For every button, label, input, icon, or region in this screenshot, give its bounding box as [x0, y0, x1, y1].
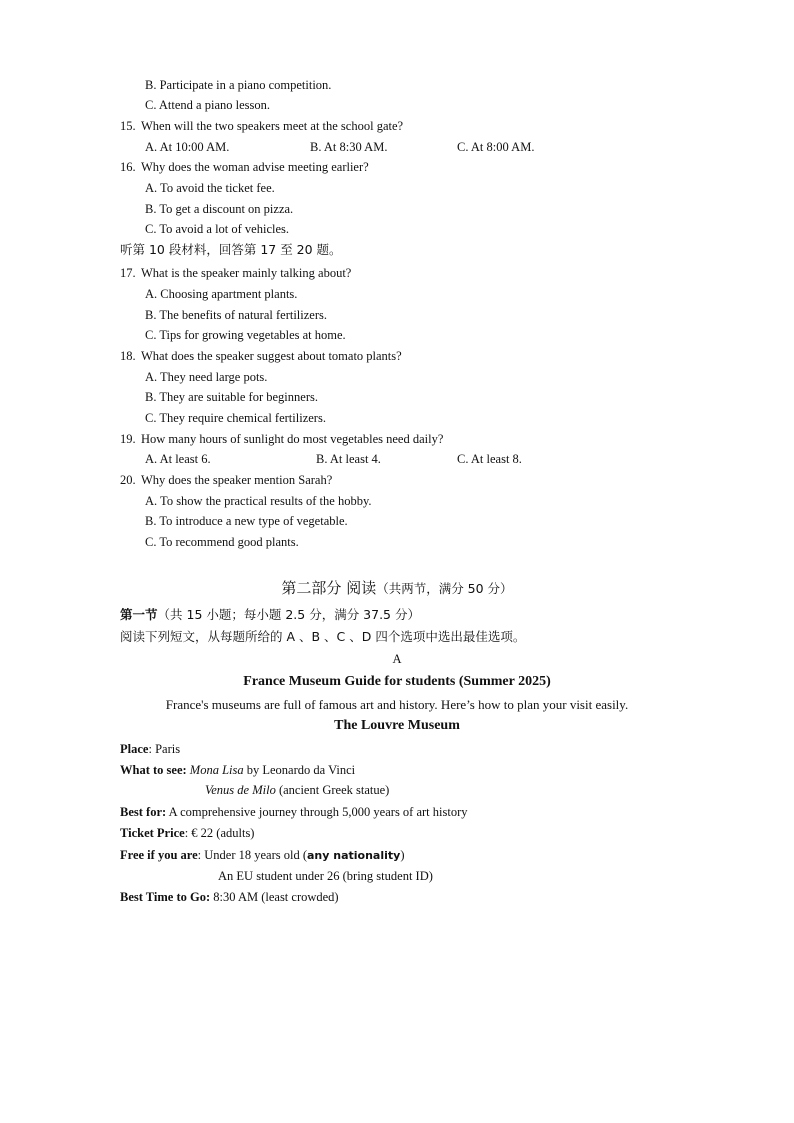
ticket-price-row [120, 825, 254, 841]
q15-option-a: A. At 10:00 AM. [145, 140, 230, 154]
q14-option-c: C. Attend a piano lesson. [145, 98, 270, 112]
q16-option-a: A. To avoid the ticket fee. [145, 181, 275, 195]
question-number: 17. [120, 266, 136, 280]
free-entry-label: Free if you are [120, 848, 198, 862]
place-row [120, 741, 180, 757]
reading-instruction: 阅读下列短文，从每题所给的 A 、B 、C 、D 四个选项中选出最佳选项。 [120, 629, 526, 644]
free-entry-row-2: An EU student under 26 (bring student ID) [218, 869, 433, 883]
place-value: : Paris [148, 742, 181, 756]
question-number: 16. [120, 160, 136, 174]
best-time-row [120, 889, 339, 905]
part-2-title: 第二部分 阅读 [281, 579, 377, 597]
part-2-heading [0, 578, 794, 599]
q17-option-b: B. The benefits of natural fertilizers. [145, 308, 327, 322]
ticket-price-value: : € 22 (adults) [184, 826, 255, 840]
question-number: 15. [120, 119, 136, 133]
question-text: What does the speaker suggest about tomato plants? [141, 349, 402, 363]
q17-option-a: A. Choosing apartment plants. [145, 287, 298, 301]
q18-option-b: B. They are suitable for beginners. [145, 390, 318, 404]
q15-option-c: C. At 8:00 AM. [457, 140, 535, 154]
section-10-instruction: 听第 10 段材料，回答第 17 至 20 题。 [120, 242, 342, 257]
best-time-value: 8:30 AM (least crowded) [210, 890, 339, 904]
question-number: 19. [120, 432, 136, 446]
section-1-label: 第一节 [120, 607, 158, 622]
section-1-heading [120, 607, 420, 623]
what-to-see-row-2 [205, 782, 389, 798]
q18-option-c: C. They require chemical fertilizers. [145, 411, 326, 425]
part-2-subtitle: （共两节，满分 50 分） [376, 581, 513, 596]
question-number: 18. [120, 349, 136, 363]
passage-letter: A [392, 652, 402, 666]
best-time-label: Best Time to Go: [120, 890, 211, 904]
question-text: Why does the speaker mention Sarah? [141, 473, 333, 487]
question-text: When will the two speakers meet at the school gate? [141, 119, 404, 133]
q19-option-a: A. At least 6. [145, 452, 211, 466]
free-entry-row [120, 847, 405, 864]
question-16 [120, 159, 369, 175]
q19-option-b: B. At least 4. [316, 452, 381, 466]
question-17 [120, 265, 351, 281]
free-entry-value: : Under 18 years old ( [197, 848, 307, 862]
artwork-detail: by Leonardo da Vinci [243, 763, 356, 777]
artwork-title: Venus de Milo [205, 783, 276, 797]
best-for-value: A comprehensive journey through 5,000 years of art history [166, 805, 468, 819]
q15-option-b: B. At 8:30 AM. [310, 140, 388, 154]
free-entry-close: ) [400, 848, 405, 862]
question-18 [120, 348, 402, 364]
q20-option-a: A. To show the practical results of the hobby. [145, 494, 372, 508]
section-1-info: （共 15 小题；每小题 2.5 分，满分 37.5 分） [157, 607, 420, 622]
question-number: 20. [120, 473, 136, 487]
q17-option-c: C. Tips for growing vegetables at home. [145, 328, 346, 342]
nationality-note: any nationality [307, 849, 401, 862]
guide-intro: France's museums are full of famous art and history. Here’s how to plan your visit easily. [165, 697, 629, 712]
ticket-price-label: Ticket Price [120, 826, 185, 840]
question-19 [120, 431, 443, 447]
best-for-row [120, 804, 468, 820]
q16-option-c: C. To avoid a lot of vehicles. [145, 222, 290, 236]
q16-option-b: B. To get a discount on pizza. [145, 202, 294, 216]
q18-option-a: A. They need large pots. [145, 370, 268, 384]
q20-option-b: B. To introduce a new type of vegetable. [145, 514, 348, 528]
best-for-label: Best for: [120, 805, 167, 819]
museum-name: The Louvre Museum [334, 718, 460, 733]
question-text: Why does the woman advise meeting earlier? [141, 160, 369, 174]
artwork-title: Mona Lisa [189, 763, 244, 777]
what-to-see-row [120, 762, 355, 778]
question-15 [120, 118, 403, 134]
question-20 [120, 472, 332, 488]
q19-option-c: C. At least 8. [457, 452, 522, 466]
place-label: Place [120, 742, 149, 756]
what-to-see-label: What to see: [120, 763, 187, 777]
q14-option-b: B. Participate in a piano competition. [145, 78, 332, 92]
question-text: How many hours of sunlight do most vegetables need daily? [141, 432, 444, 446]
guide-title: France Museum Guide for students (Summer 2025) [243, 674, 551, 689]
question-text: What is the speaker mainly talking about? [141, 266, 352, 280]
q20-option-c: C. To recommend good plants. [145, 535, 299, 549]
artwork-detail: (ancient Greek statue) [275, 783, 390, 797]
